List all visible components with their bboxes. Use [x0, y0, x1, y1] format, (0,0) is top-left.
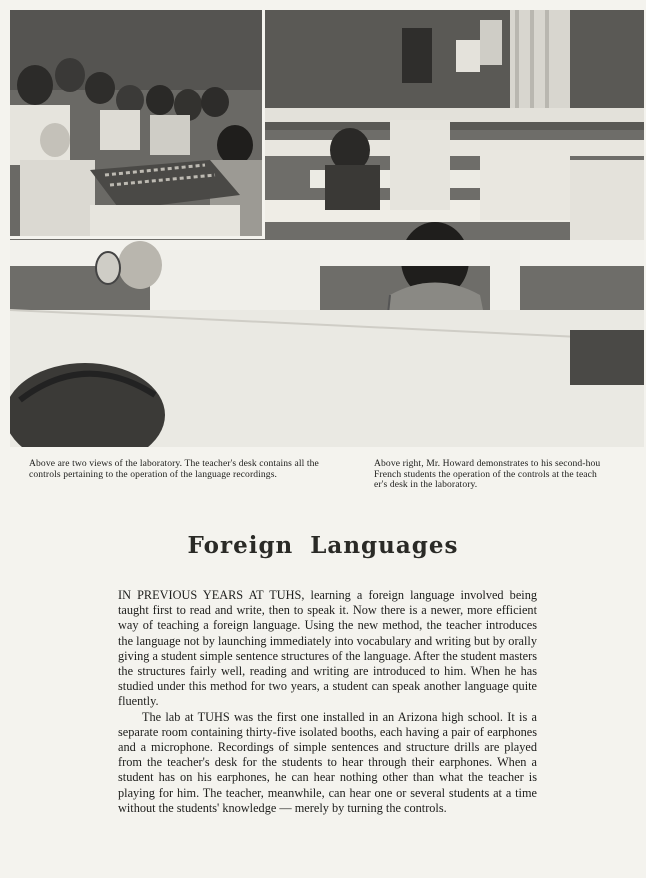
caption-right [374, 459, 646, 491]
article-paragraph-2: The lab at TUHS was the first one installed in an Arizona high school. It is a separate room containing thirty-five isolated booths, each having a pair of earphones and a microphone. Recordings of simple sentences and structure drills are played from the teacher's desk for the students to hear through their earphones. When a student has on his earphones, he can hear nothing other than what the teacher is playing for him. The teacher, meanwhile, can hear one or several students at a time without the students' knowledge — merely by turning the controls. [118, 709, 537, 815]
teacher-desk-illustration [10, 10, 262, 236]
caption-right-line-3: er's desk in the laboratory. [374, 479, 478, 491]
photo-collage [10, 10, 644, 447]
caption-left: Above are two views of the laboratory. The teacher's desk contains all the controls pertaining to the operation of the language recordings. [29, 458, 319, 480]
caption-right-line-1: Above right, Mr. Howard demonstrates to his second-hou [374, 459, 601, 469]
article-body [118, 588, 537, 816]
article-paragraph-1: IN PREVIOUS YEARS AT TUHS, learning a foreign language involved being taught first to read and write, then to speak it. Now there is a newer, more efficient way of teaching a foreign language. Using the new method, the teacher introduces the language not by launching immediately into vocabulary and writing but by orally giving a student simple sentence structures of the language. After the student masters the structures fairly well, reading and writing are introduced to him. When he has studied under this method for two years, a student can speak another language quite fluently. [118, 588, 537, 709]
caption-right-line-2: French students the operation of the controls at the teach [374, 468, 597, 480]
page-title: Foreign Languages [187, 532, 459, 559]
teacher-desk-photo [10, 10, 265, 239]
